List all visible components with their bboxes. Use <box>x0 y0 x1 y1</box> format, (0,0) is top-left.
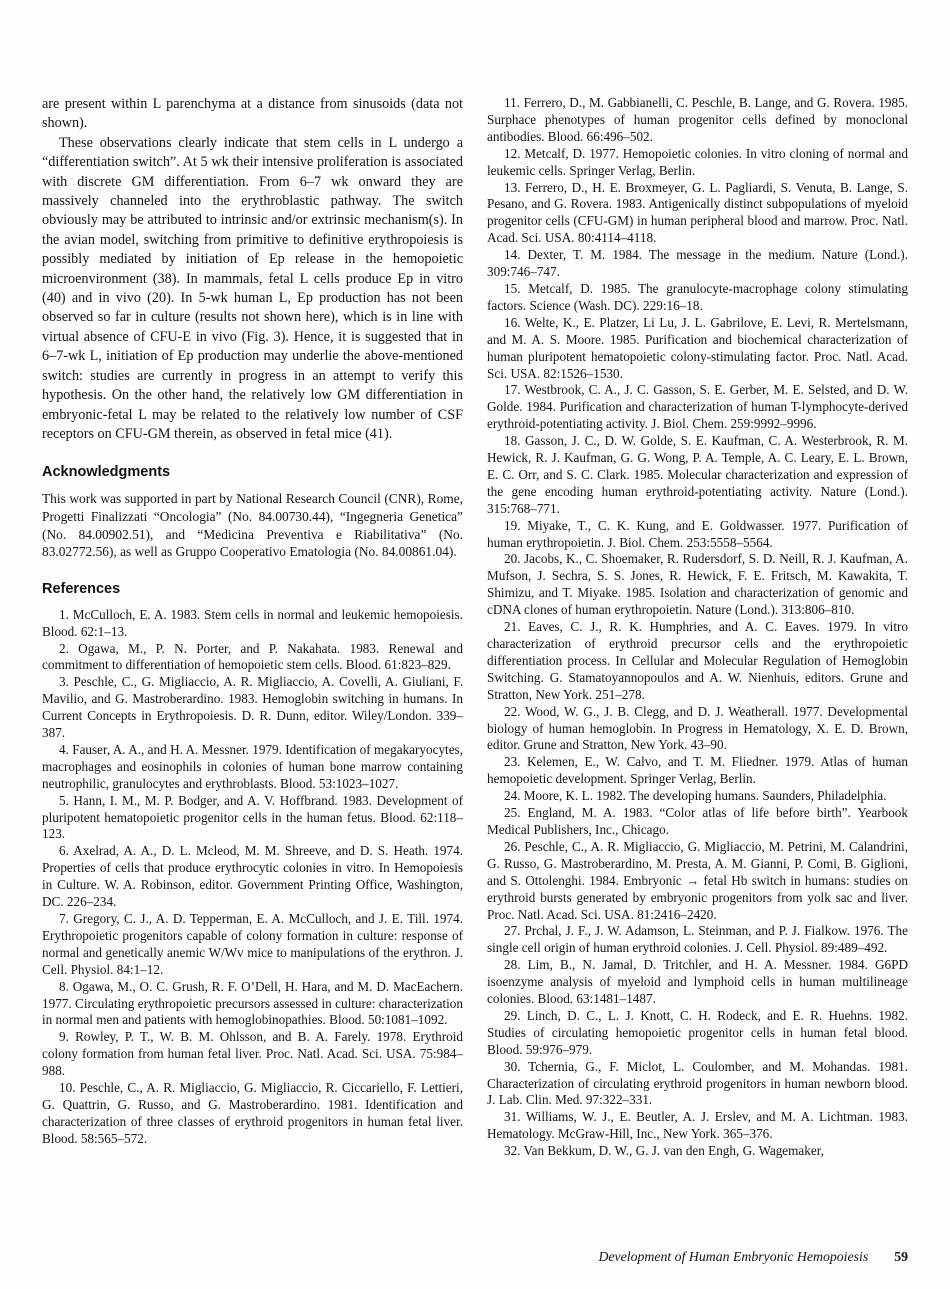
reference-item: 23. Kelemen, E., W. Calvo, and T. M. Fliedner. 1979. Atlas of human hemopoietic development. Springer Verlag, Berlin. <box>487 754 908 787</box>
reference-item: 15. Metcalf, D. 1985. The granulocyte-macrophage colony stimulating factors. Science (Wash. DC). 229:16–18. <box>487 280 908 313</box>
reference-item: 24. Moore, K. L. 1982. The developing humans. Saunders, Philadelphia. <box>504 788 887 804</box>
running-title: Development of Human Embryonic Hemopoiesis <box>598 1249 869 1264</box>
reference-item: 27. Prchal, J. F., J. W. Adamson, L. Steinman, and P. J. Fialkow. 1976. The single cell origin of human erythroid colonies. J. Cell. Physiol. 89:489–492. <box>487 923 908 956</box>
references-heading: References <box>42 580 121 597</box>
reference-item: 26. Peschle, C., A. R. Migliaccio, G. Migliaccio, M. Petrini, M. Calandrini, G. Russo, G. Mastroberardino, M. Presta, A. M. Gianni, P. Comi, B. Giglioni, and S. Ottolenghi. 1984. Embryonic → fetal Hb switch in humans: studies on erythroid bursts generated by embryonic progenitors from yolk sac and liver. Proc. Natl. Acad. Sci. USA. 81:2416–2420. <box>487 838 908 922</box>
reference-item: 5. Hann, I. M., M. P. Bodger, and A. V. Hoffbrand. 1983. Development of pluripotent hematopoietic progenitor cells in the human fetus. Blood. 62:118–123. <box>42 792 463 842</box>
left-column <box>42 95 463 1160</box>
body-paragraph: These observations clearly indicate that stem cells in L undergo a “differentiation switch”. At 5 wk their intensive proliferation is associated with discrete GM differentiation. From 6–7 wk onward they are massively channeled into the erythroblastic pathway. The switch obviously may be attributed to intrinsic and/or extrinsic mechanism(s). In the avian model, switching from primitive to definitive erythropoiesis is possibly mediated by initiation of Ep release in the hemopoietic microenvironment (38). In mammals, fetal L cells produce Ep in vitro (40) and in vivo (20). In 5-wk human L, Ep production has not been observed so far in culture (results not shown here), which is in line with virtual absence of CFU-E in vivo (Fig. 3). Hence, it is suggested that in 6–7-wk L, initiation of Ep production may underlie the above-mentioned switch: studies are currently in progress in an attempt to verify this hypothesis. On the other hand, the relatively low GM differentiation in embryonic-fetal L may be related to the relatively low number of CSF receptors on CFU-GM therein, as observed in fetal mice (41). <box>42 134 463 442</box>
reference-item: 22. Wood, W. G., J. B. Clegg, and D. J. Weatherall. 1977. Developmental biology of human hemoglobin. In Progress in Hematology, X. E. D. Brown, editor. Grune and Stratton, New York. 43–90. <box>487 703 908 753</box>
two-column-layout <box>42 95 908 1160</box>
reference-item: 8. Ogawa, M., O. C. Grush, R. F. O’Dell, H. Hara, and M. D. MacEachern. 1977. Circulating erythropoietic precursors assessed in culture: characterization in normal men and patients with hemoglobinopathies. Blood. 50:1081–1092. <box>42 978 463 1028</box>
right-column <box>487 95 908 1160</box>
reference-item: 32. Van Bekkum, D. W., G. J. van den Engh, G. Wagemaker, <box>504 1143 824 1159</box>
reference-item: 12. Metcalf, D. 1977. Hemopoietic colonies. In vitro cloning of normal and leukemic cells. Springer Verlag, Berlin. <box>487 145 908 178</box>
reference-item: 14. Dexter, T. M. 1984. The message in the medium. Nature (Lond.). 309:746–747. <box>487 247 908 280</box>
body-paragraph-continuation: are present within L parenchyma at a distance from sinusoids (data not shown). <box>42 96 463 132</box>
reference-item: 20. Jacobs, K., C. Shoemaker, R. Rudersdorf, S. D. Neill, R. J. Kaufman, A. Mufson, J. Sechra, S. S. Jones, R. Hewick, F. E. Fritsch, M. Kawakita, T. Shimizu, and T. Miyake. 1985. Isolation and characterization of genomic and cDNA clones of human erythropoietin. Nature (Lond.). 313:806–810. <box>487 551 908 618</box>
reference-item: 9. Rowley, P. T., W. B. M. Ohlsson, and B. A. Farely. 1978. Erythroid colony formation from human fetal liver. Proc. Natl. Acad. Sci. USA. 75:984–988. <box>42 1029 463 1079</box>
reference-item: 13. Ferrero, D., H. E. Broxmeyer, G. L. Pagliardi, S. Venuta, B. Lange, S. Pesano, and G. Rovera. 1983. Antigenically distinct subpopulations of myeloid progenitor cells (CFU-GM) in human peripheral blood and marrow. Proc. Natl. Acad. Sci. USA. 80:4114–4118. <box>487 179 908 246</box>
page-footer <box>598 1249 908 1265</box>
reference-item: 29. Linch, D. C., L. J. Knott, C. H. Rodeck, and E. R. Huehns. 1982. Studies of circulating hemopoietic progenitor cells in human fetal blood. Blood. 59:976–979. <box>487 1007 908 1057</box>
reference-item: 16. Welte, K., E. Platzer, Li Lu, J. L. Gabrilove, E. Levi, R. Mertelsmann, and M. A. S. Moore. 1985. Purification and biochemical characterization of human pluripotent hematopoietic colony-stimulating factor. Proc. Natl. Acad. Sci. USA. 82:1526–1530. <box>487 314 908 381</box>
acknowledgments-text: This work was supported in part by National Research Council (CNR), Rome, Progetti Finalizzati “Oncologia” (No. 84.00730.44), “Ingegneria Genetica” (No. 84.00902.51), and “Medicina Preventiva e Riabilitativa” (No. 83.02772.56), as well as Gruppo Cooperativo Ematologia (No. 84.00861.04). <box>42 491 463 560</box>
reference-item: 18. Gasson, J. C., D. W. Golde, S. E. Kaufman, C. A. Westerbrook, R. M. Hewick, R. J. Kaufman, G. G. Wong, P. A. Temple, A. C. Leary, E. L. Brown, E. C. Orr, and S. C. Clark. 1985. Molecular characterization and expression of the gene encoding human erythroid-potentiating activity. Nature (Lond.). 315:768–771. <box>487 433 908 516</box>
reference-item: 4. Fauser, A. A., and H. A. Messner. 1979. Identification of megakaryocytes, macrophages and eosinophils in colonies of human bone marrow containing neutrophilic, granulocytes and erythroblasts. Blood. 53:1023–1027. <box>42 741 463 791</box>
reference-item: 19. Miyake, T., C. K. Kung, and E. Goldwasser. 1977. Purification of human erythropoietin. J. Biol. Chem. 253:5558–5564. <box>487 517 908 550</box>
reference-item: 25. England, M. A. 1983. “Color atlas of life before birth”. Yearbook Medical Publishers, Inc., Chicago. <box>487 805 908 837</box>
reference-item: 7. Gregory, C. J., A. D. Tepperman, E. A. McCulloch, and J. E. Till. 1974. Erythropoietic progenitors capable of colony formation in culture: response of normal and genetically anemic W/Wv mice to manipulations of the erythron. J. Cell. Physiol. 84:1–12. <box>42 911 463 977</box>
reference-item: 17. Westbrook, C. A., J. C. Gasson, S. E. Gerber, M. E. Selsted, and D. W. Golde. 1984. Purification and characterization of human T-lymphocyte-derived erythroid-potentiating activity. J. Biol. Chem. 259:9992–9996. <box>487 382 908 432</box>
reference-item: 2. Ogawa, M., P. N. Porter, and P. Nakahata. 1983. Renewal and commitment to differentiation of hemopoietic stem cells. Blood. 61:823–829. <box>42 640 463 673</box>
reference-item: 10. Peschle, C., A. R. Migliaccio, G. Migliaccio, R. Ciccariello, F. Lettieri, G. Quattrin, G. Russo, and G. Mastroberardino. 1981. Identification and characterization of three classes of erythroid progenitors in human fetal liver. Blood. 58:565–572. <box>42 1080 463 1146</box>
acknowledgments-heading: Acknowledgments <box>42 464 171 481</box>
reference-item: 28. Lim, B., N. Jamal, D. Tritchler, and H. A. Messner. 1984. G6PD isoenzyme analysis of myeloid and lymphoid cells in human multilineage colonies. Blood. 63:1481–1487. <box>487 957 908 1007</box>
reference-item: 31. Williams, W. J., E. Beutler, A. J. Erslev, and M. A. Lichtman. 1983. Hematology. McGraw-Hill, Inc., New York. 365–376. <box>487 1109 908 1142</box>
page-number: 59 <box>894 1249 908 1264</box>
reference-item: 6. Axelrad, A. A., D. L. Mcleod, M. M. Shreeve, and D. S. Heath. 1974. Properties of cells that produce erythrocytic colonies in vitro. In Hemopoiesis in Culture. W. A. Robinson, editor. Government Printing Office, Washington, DC. 226–234. <box>42 843 463 910</box>
reference-item: 3. Peschle, C., G. Migliaccio, A. R. Migliaccio, A. Covelli, A. Giuliani, F. Mavilio, and G. Mastroberardino. 1983. Hemoglobin switching in humans. In Current Concepts in Erythropoiesis. D. R. Dunn, editor. Wiley/London. 339–387. <box>42 674 463 741</box>
reference-item: 30. Tchernia, G., F. Miclot, L. Coulomber, and M. Mohandas. 1981. Characterization of circulating erythroid progenitors in human newborn blood. J. Lab. Clin. Med. 97:322–331. <box>487 1058 908 1108</box>
reference-item: 11. Ferrero, D., M. Gabbianelli, C. Peschle, B. Lange, and G. Rovera. 1985. Surphace phenotypes of human progenitor cells defined by monoclonal antibodies. Blood. 66:496–502. <box>487 95 908 144</box>
reference-item: 1. McCulloch, E. A. 1983. Stem cells in normal and leukemic hemopoiesis. Blood. 62:1–13. <box>42 606 463 639</box>
reference-item: 21. Eaves, C. J., R. K. Humphries, and A. C. Eaves. 1979. In vitro characterization of erythroid precursor cells and the erythropoietic differentiation process. In Cellular and Molecular Regulation of Hemoglobin Switching. G. Stamatoyannopoulos and A. W. Nienhuis, editors. Grune and Stratton, New York. 251–278. <box>487 619 908 702</box>
